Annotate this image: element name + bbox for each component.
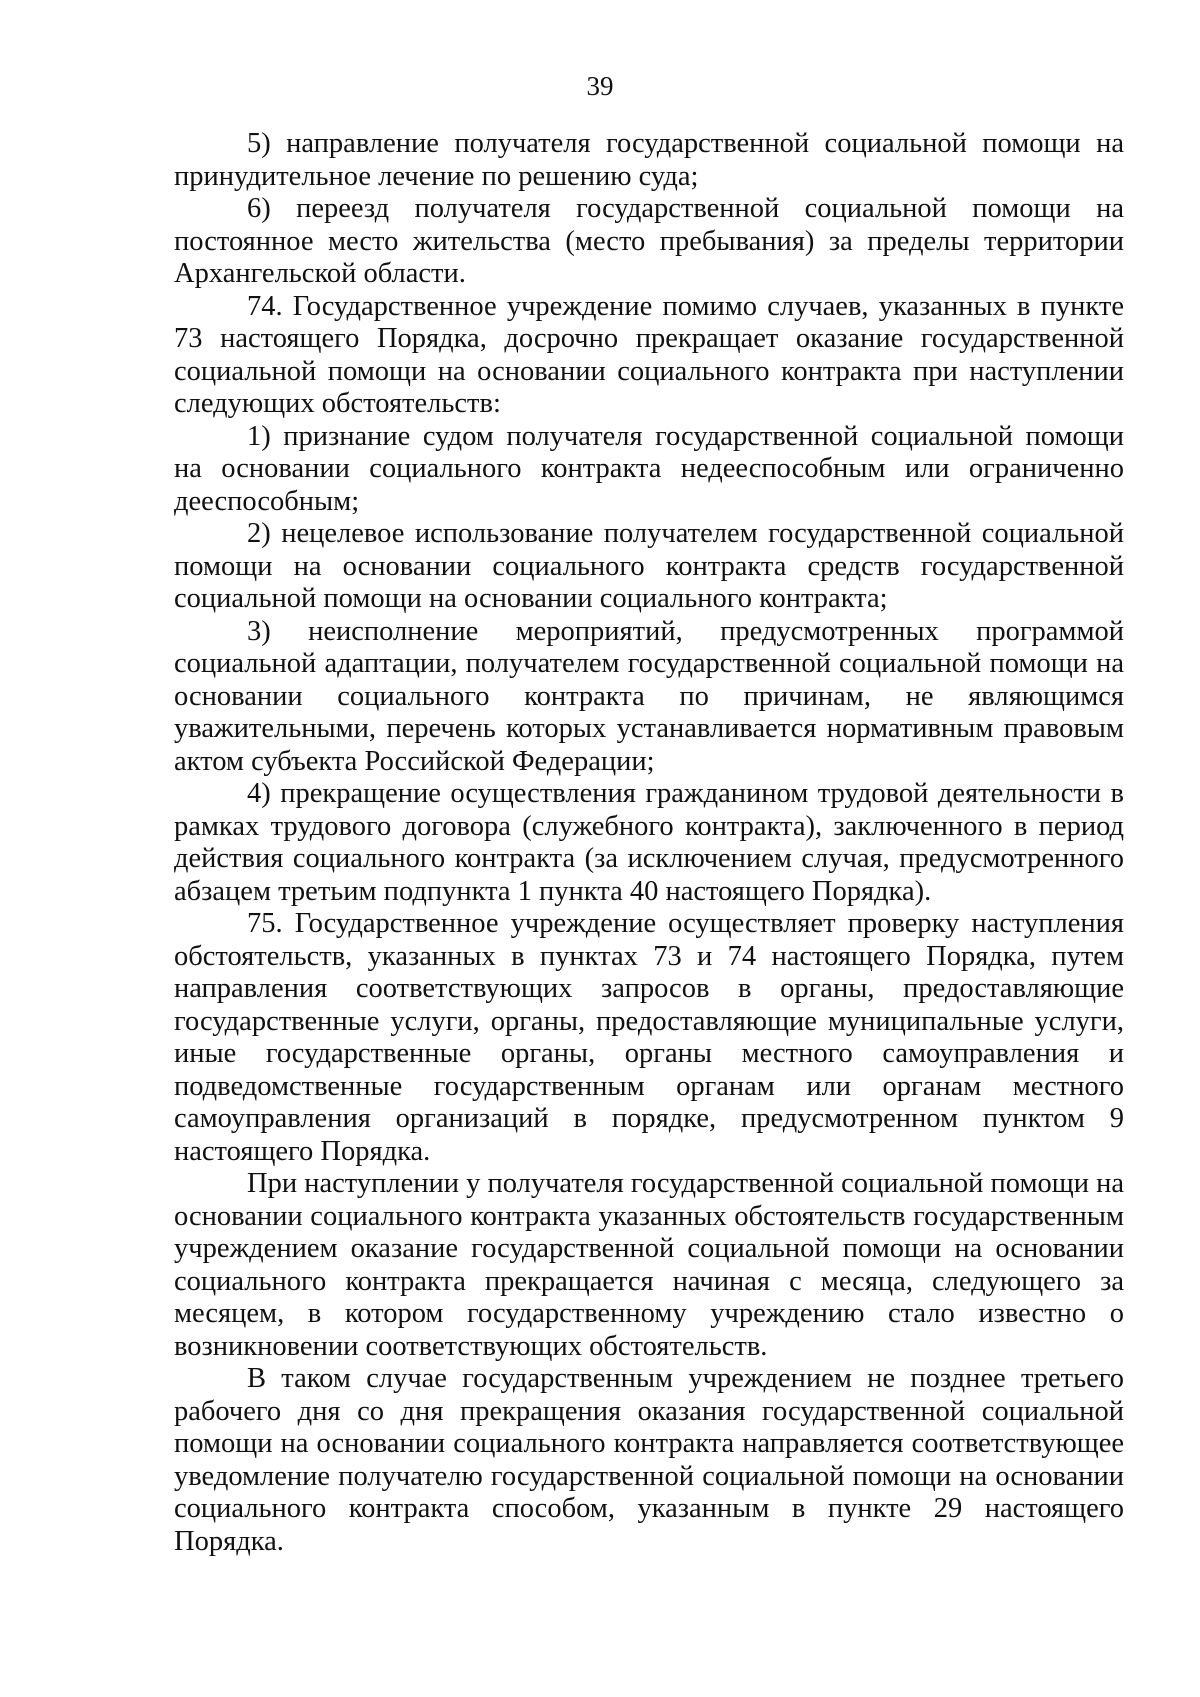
paragraph-clause-74: 74. Государственное учреждение помимо случаев, указанных в пункте 73 настоящего Порядка, досрочно прекращает оказание государственной социальной помощи на основании социального контракта при наступлении следующих обстоятельств: bbox=[174, 290, 1124, 419]
paragraph-clause-74-subitem-3: 3) неисполнение мероприятий, предусмотренных программой социальной адаптации, получателем государственной социальной помощи на основании социального контракта по причинам, не являющимся уважительными, перечень которых устанавливается нормативным правовым актом субъекта Российской Федерации; bbox=[174, 615, 1124, 777]
paragraph-termination-rule: При наступлении у получателя государственной социальной помощи на основании социального контракта указанных обстоятельств государственным учреждением оказание государственной социальной помощи на основании социального контракта прекращается начиная с месяца, следующего за месяцем, в котором государственному учреждению стало известно о возникновении соответствующих обстоятельств. bbox=[174, 1168, 1124, 1362]
paragraph-clause-75: 75. Государственное учреждение осуществляет проверку наступления обстоятельств, указанных в пунктах 73 и 74 настоящего Порядка, путем направления соответствующих запросов в органы, предоставляющие государственные услуги, органы, предоставляющие муниципальные услуги, иные государственные органы, органы местного самоуправления и подведомственные государственным органам или органам местного самоуправления организаций в порядке, предусмотренном пунктом 9 настоящего Порядка. bbox=[174, 908, 1124, 1167]
paragraph-clause-74-subitem-4: 4) прекращение осуществления гражданином трудовой деятельности в рамках трудового договора (служебного контракта), заключенного в период действия социального контракта (за исключением случая, предусмотренного абзацем третьим подпункта 1 пункта 40 настоящего Порядка). bbox=[174, 778, 1124, 907]
page-number: 39 bbox=[586, 71, 614, 101]
paragraph-subitem-5: 5) направление получателя государственной социальной помощи на принудительное лечение по решению суда; bbox=[174, 128, 1124, 192]
paragraph-notification-rule: В таком случае государственным учреждением не позднее третьего рабочего дня со дня прекращения оказания государственной социальной помощи на основании социального контракта направляется соответствующее уведомление получателю государственной социальной помощи на основании социального контракта способом, указанным в пункте 29 настоящего Порядка. bbox=[174, 1363, 1124, 1557]
paragraph-subitem-6: 6) переезд получателя государственной социальной помощи на постоянное место жительства (место пребывания) за пределы территории Архангельской области. bbox=[174, 193, 1124, 289]
paragraph-clause-74-subitem-1: 1) признание судом получателя государственной социальной помощи на основании социального контракта недееспособным или ограниченно дееспособным; bbox=[174, 420, 1124, 517]
document-body bbox=[174, 128, 1124, 1558]
paragraph-clause-74-subitem-2: 2) нецелевое использование получателем государственной социальной помощи на основании социального контракта средств государственной социальной помощи на основании социального контракта; bbox=[174, 518, 1124, 614]
